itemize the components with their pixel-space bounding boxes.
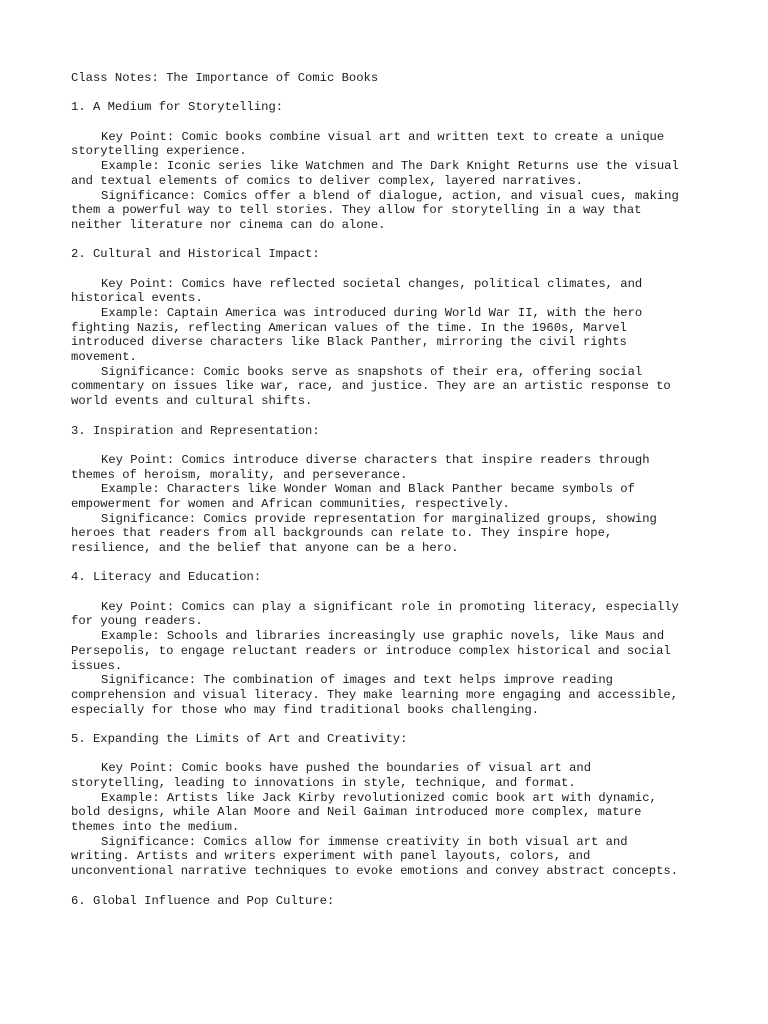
key-point-line: Key Point: Comics can play a significant role in promoting literacy, especially — [101, 599, 679, 614]
spacer — [71, 262, 761, 277]
spacer — [71, 233, 761, 248]
notes-page — [71, 71, 761, 908]
spacer — [71, 717, 761, 732]
example-line: bold designs, while Alan Moore and Neil Gaiman introduced more complex, mature — [71, 805, 642, 820]
example-line: themes into the medium. — [71, 820, 240, 835]
spacer — [71, 115, 761, 130]
significance-line: unconventional narrative techniques to evoke emotions and convey abstract concepts. — [71, 864, 679, 879]
key-point-line: Key Point: Comic books combine visual art and written text to create a unique — [101, 129, 665, 144]
spacer — [71, 438, 761, 453]
significance-line: Significance: Comics offer a blend of dialogue, action, and visual cues, making — [101, 188, 679, 203]
section-heading: 5. Expanding the Limits of Art and Creativity: — [71, 731, 408, 746]
significance-line: resilience, and the belief that anyone can be a hero. — [71, 541, 459, 555]
key-point-line: for young readers. — [71, 614, 203, 629]
significance-line: Significance: Comics allow for immense creativity in both visual art and — [101, 834, 628, 849]
significance-line: Significance: Comics provide representation for marginalized groups, showing — [101, 511, 657, 526]
spacer — [71, 86, 761, 101]
example-line: Example: Schools and libraries increasingly use graphic novels, like Maus and — [101, 629, 665, 644]
significance-line: Significance: Comic books serve as snapshots of their era, offering social — [101, 364, 643, 379]
example-line: movement. — [71, 350, 137, 365]
spacer — [71, 585, 761, 600]
section-inspiration — [71, 424, 761, 556]
significance-line: world events and cultural shifts. — [71, 394, 313, 409]
example-line: Persepolis, to engage reluctant readers or introduce complex historical and social — [71, 643, 671, 658]
section-cultural-impact — [71, 247, 761, 409]
significance-line: especially for those who may find traditional books challenging. — [71, 702, 540, 717]
spacer — [71, 409, 761, 424]
example-line: Example: Captain America was introduced during World War II, with the hero — [101, 306, 643, 320]
significance-line: writing. Artists and writers experiment with panel layouts, colors, and — [71, 849, 591, 864]
document-title: Class Notes: The Importance of Comic Books — [71, 71, 379, 85]
example-line: Example: Iconic series like Watchmen and The Dark Knight Returns use the visual — [101, 159, 679, 174]
significance-line: commentary on issues like war, race, and justice. They are an artistic response to — [71, 379, 671, 394]
significance-line: neither literature nor cinema can do alone. — [71, 217, 386, 232]
spacer — [71, 879, 761, 894]
section-literacy — [71, 570, 761, 717]
key-point-line: Key Point: Comics have reflected societal changes, political climates, and — [101, 276, 643, 291]
spacer — [71, 556, 761, 571]
example-line: fighting Nazis, reflecting American values of the time. In the 1960s, Marvel — [71, 320, 627, 335]
section-heading: 2. Cultural and Historical Impact: — [71, 247, 320, 262]
example-line: empowerment for women and African communities, respectively. — [71, 496, 510, 511]
significance-line: heroes that readers from all backgrounds can relate to. They inspire hope, — [71, 526, 613, 541]
example-line: issues. — [71, 658, 123, 673]
example-line: Example: Characters like Wonder Woman and Black Panther became symbols of — [101, 482, 635, 497]
key-point-line: historical events. — [71, 291, 203, 306]
spacer — [71, 747, 761, 762]
example-line: introduced diverse characters like Black Panther, mirroring the civil rights — [71, 335, 627, 350]
key-point-line: Key Point: Comic books have pushed the boundaries of visual art and — [101, 761, 592, 776]
section-heading: 1. A Medium for Storytelling: — [71, 100, 284, 115]
section-art-creativity — [71, 732, 761, 879]
significance-line: Significance: The combination of images and text helps improve reading — [101, 673, 613, 688]
example-line: Example: Artists like Jack Kirby revolutionized comic book art with dynamic, — [101, 790, 657, 805]
example-line: and textual elements of comics to deliver complex, layered narratives. — [71, 173, 583, 188]
key-point-line: storytelling, leading to innovations in style, technique, and format. — [71, 776, 576, 790]
significance-line: comprehension and visual literacy. They make learning more engaging and accessible, — [71, 687, 679, 702]
section-global-influence — [71, 894, 761, 909]
section-heading: 4. Literacy and Education: — [71, 570, 262, 585]
key-point-line: Key Point: Comics introduce diverse characters that inspire readers through — [101, 452, 650, 467]
significance-line: them a powerful way to tell stories. They allow for storytelling in a way that — [71, 203, 642, 218]
section-heading: 6. Global Influence and Pop Culture: — [71, 893, 335, 908]
section-storytelling — [71, 100, 761, 232]
key-point-line: storytelling experience. — [71, 144, 247, 159]
key-point-line: themes of heroism, morality, and perseverance. — [71, 467, 408, 482]
section-heading: 3. Inspiration and Representation: — [71, 423, 320, 438]
